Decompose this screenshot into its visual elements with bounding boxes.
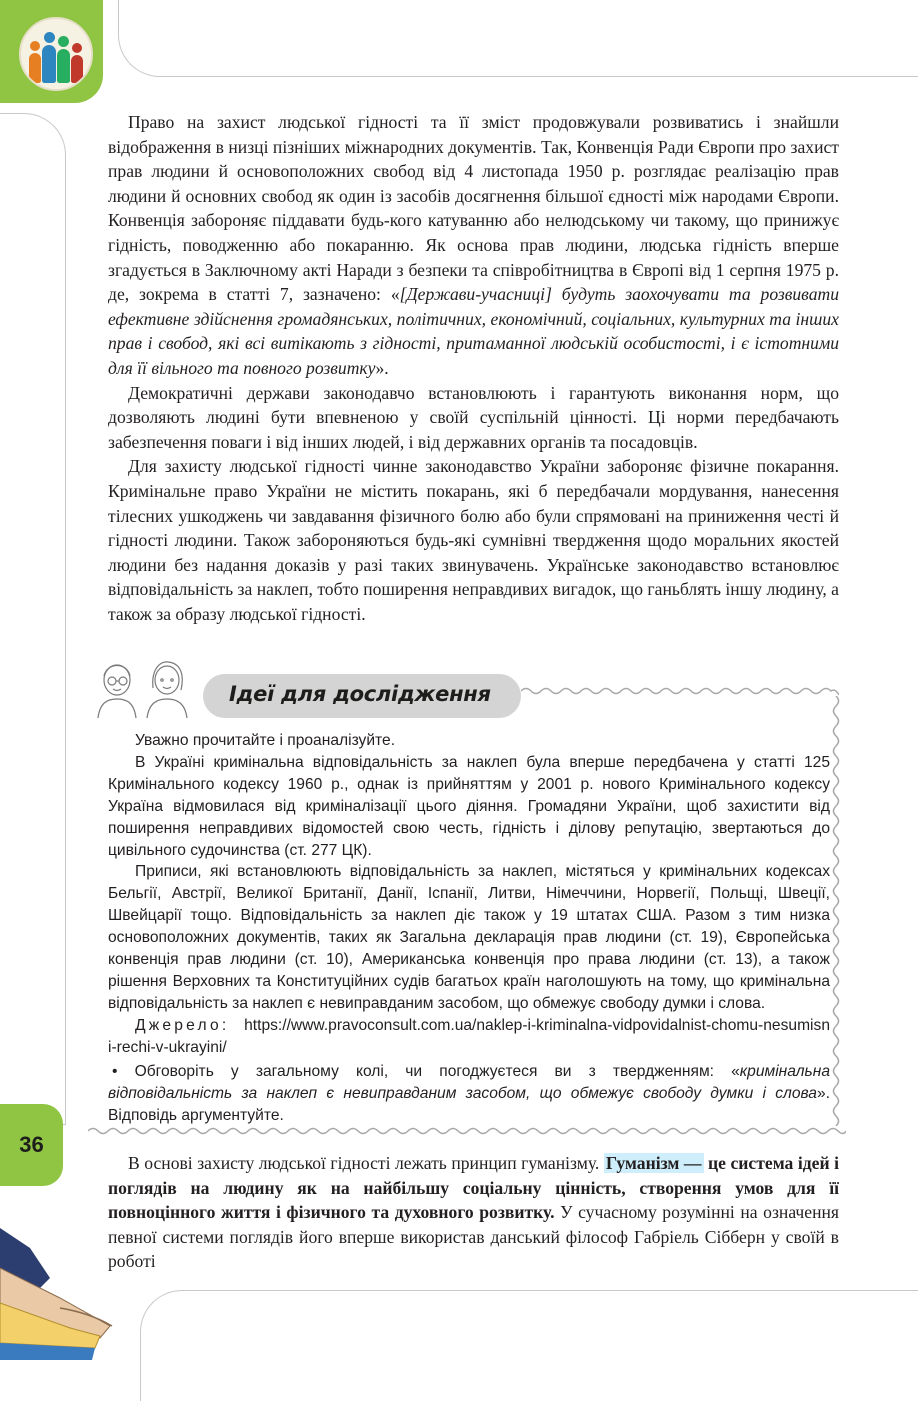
task-text xyxy=(108,1061,830,1127)
box-intro: Уважно прочитайте і проаналізуйте. xyxy=(135,732,396,749)
paragraph-text: У сучасному розумінні на означення певної системи поглядів його вперше використав данський філософ Габріель Сібберн у своїй в роботі xyxy=(108,1202,839,1272)
main-text-section xyxy=(108,1151,839,1274)
page-frame-left xyxy=(0,113,66,1125)
task-quote: кримінальна відповідальність за наклеп є невиправданим засобом, що обмежує свободу думки і слова xyxy=(108,1063,830,1102)
page-frame-top xyxy=(118,0,918,77)
people-logo-icon xyxy=(19,17,93,91)
box-paragraph: Приписи, які встановлюють відповідальність за наклеп, містяться у кримінальних кодексах Бельгії, Австрії, Великої Британії, Данії, Іспанії, Литви, Німеччини, Норвегії, Польщі, Швеції, Швейцарії тощо. Відповідальність за наклеп діє також у 19 штатах США. Разом з тим низка основоположних документів, таких як Загальна декларація прав людини (ст. 19), Європейська конвенція прав людини (ст. 10), Американська конвенція про права людини (ст. 13), а також рішення Верховних та Конституційних судів багатьох країн наголошують на тому, що кримінальна відповідальність за наклеп є невиправданим засобом, що обмежує свободу думки і слова. xyxy=(108,863,830,1012)
paragraph-text: Право на захист людської гідності та її зміст продовжували розвиватись і знайшли відображення в низці пізніших міжнародних документів. Так, Конвенція Ради Європи про захист прав людини й основоположних свобод від 4 листопада 1950 р. розглядає реалізацію прав людини й основних свобод як один із засобів досягнення більшої єдності між народами Європи. Конвенція забороняє піддавати будь-кого катуванню або нелюдському чи такому, що принижує гідність, поводженню або покаранню. Як основа прав людини, людська гідність вперше згадується в Заключному акті Наради з безпеки та співробітництва в Європі від 1 серпня 1975 р. де, зокрема в статті 7, зазначено: « xyxy=(108,112,839,305)
paragraph xyxy=(108,110,839,381)
highlighted-term: Гуманізм — xyxy=(605,1153,702,1173)
source-label: Джерело: xyxy=(135,1016,230,1034)
paragraph-text: В основі захисту людської гідності лежать принцип гуманізму. xyxy=(128,1153,604,1173)
box-paragraph: В Україні кримінальна відповідальність за наклеп була вперше передбачена у статті 125 Кримінального кодексу 1960 р., однак із прийняттям у 2001 р. нового Кримінального кодексу Україна відмовилася від криміналізації цього діяння. Громадяни України, щоб захистити від поширення неправдивих відомостей свою честь, гідність і ділову репутацію, звертаються до цивільного судочинства (ст. 277 ЦК). xyxy=(108,753,830,859)
task-lead: • Обговоріть у загальному колі, чи погоджуєтеся ви з твердженням: « xyxy=(112,1063,740,1080)
term-definition: це система ідей і поглядів на людину як на найбільшу соціальну цінність, створення умов для її повноцінного життя і фізичного та духовного розвитку. xyxy=(108,1153,839,1223)
paragraph: Для захисту людської гідності чинне законодавство України забороняє фізичне покарання. Кримінальне право України не містить покарань, які б передбачали мордування, нанесення тілесних ушкоджень чи завдавання фізичного болю або були спрямовані на приниження честі й гідності людини. Також забороняються будь-які сумнівні твердження щодо моральних якостей людини без надання доказів у разі таких звинувачень. Українське законодавство встановлює відповідальність за наклеп, тобто поширення неправдивих вигадок, що ганьблять іншу людину, а також за образу людської гідності. xyxy=(108,456,839,624)
ideas-box-title: Ідеї для дослідження xyxy=(229,682,491,706)
paragraph: Демократичні держави законодавчо встановлюють і гарантують виконання норм, що дозволяють людині бути впевненою у своїй суспільній цінності. Ці норми передбачають забезпечення поваги і від інших людей, і від державних органів та посадовців. xyxy=(108,382,839,452)
discussion-task xyxy=(108,1061,830,1127)
quote-text: [Держави-учасниці] будуть заохочувати та розвивати ефективне здійснення громадянських, політичних, економічний, соціальних, культурних та інших прав і свобод, які всі витікають з гідності, притаманної людській особистості, і є істотними для її вільного та повного розвитку xyxy=(108,284,839,378)
source-link[interactable]: https://www.pravoconsult.com.ua/naklep-i-kriminalna-vidpovidalnist-chomu-nesumisni-rechi-v-ukrayini/ xyxy=(108,1016,830,1056)
main-text-section xyxy=(108,110,839,626)
ideas-box-content xyxy=(108,730,830,1059)
source-line xyxy=(108,1015,830,1059)
quote-end: ». xyxy=(375,357,389,378)
page-number: 36 xyxy=(0,1104,63,1186)
page-frame-bottom xyxy=(140,1290,918,1401)
task-end: ». Відповідь аргументуйте. xyxy=(108,1084,830,1124)
hand-with-book-illustration xyxy=(0,1208,118,1360)
ideas-box-header xyxy=(203,674,521,718)
two-people-icon xyxy=(95,658,195,720)
paragraph xyxy=(108,1151,839,1274)
box-border-wave xyxy=(521,683,839,699)
